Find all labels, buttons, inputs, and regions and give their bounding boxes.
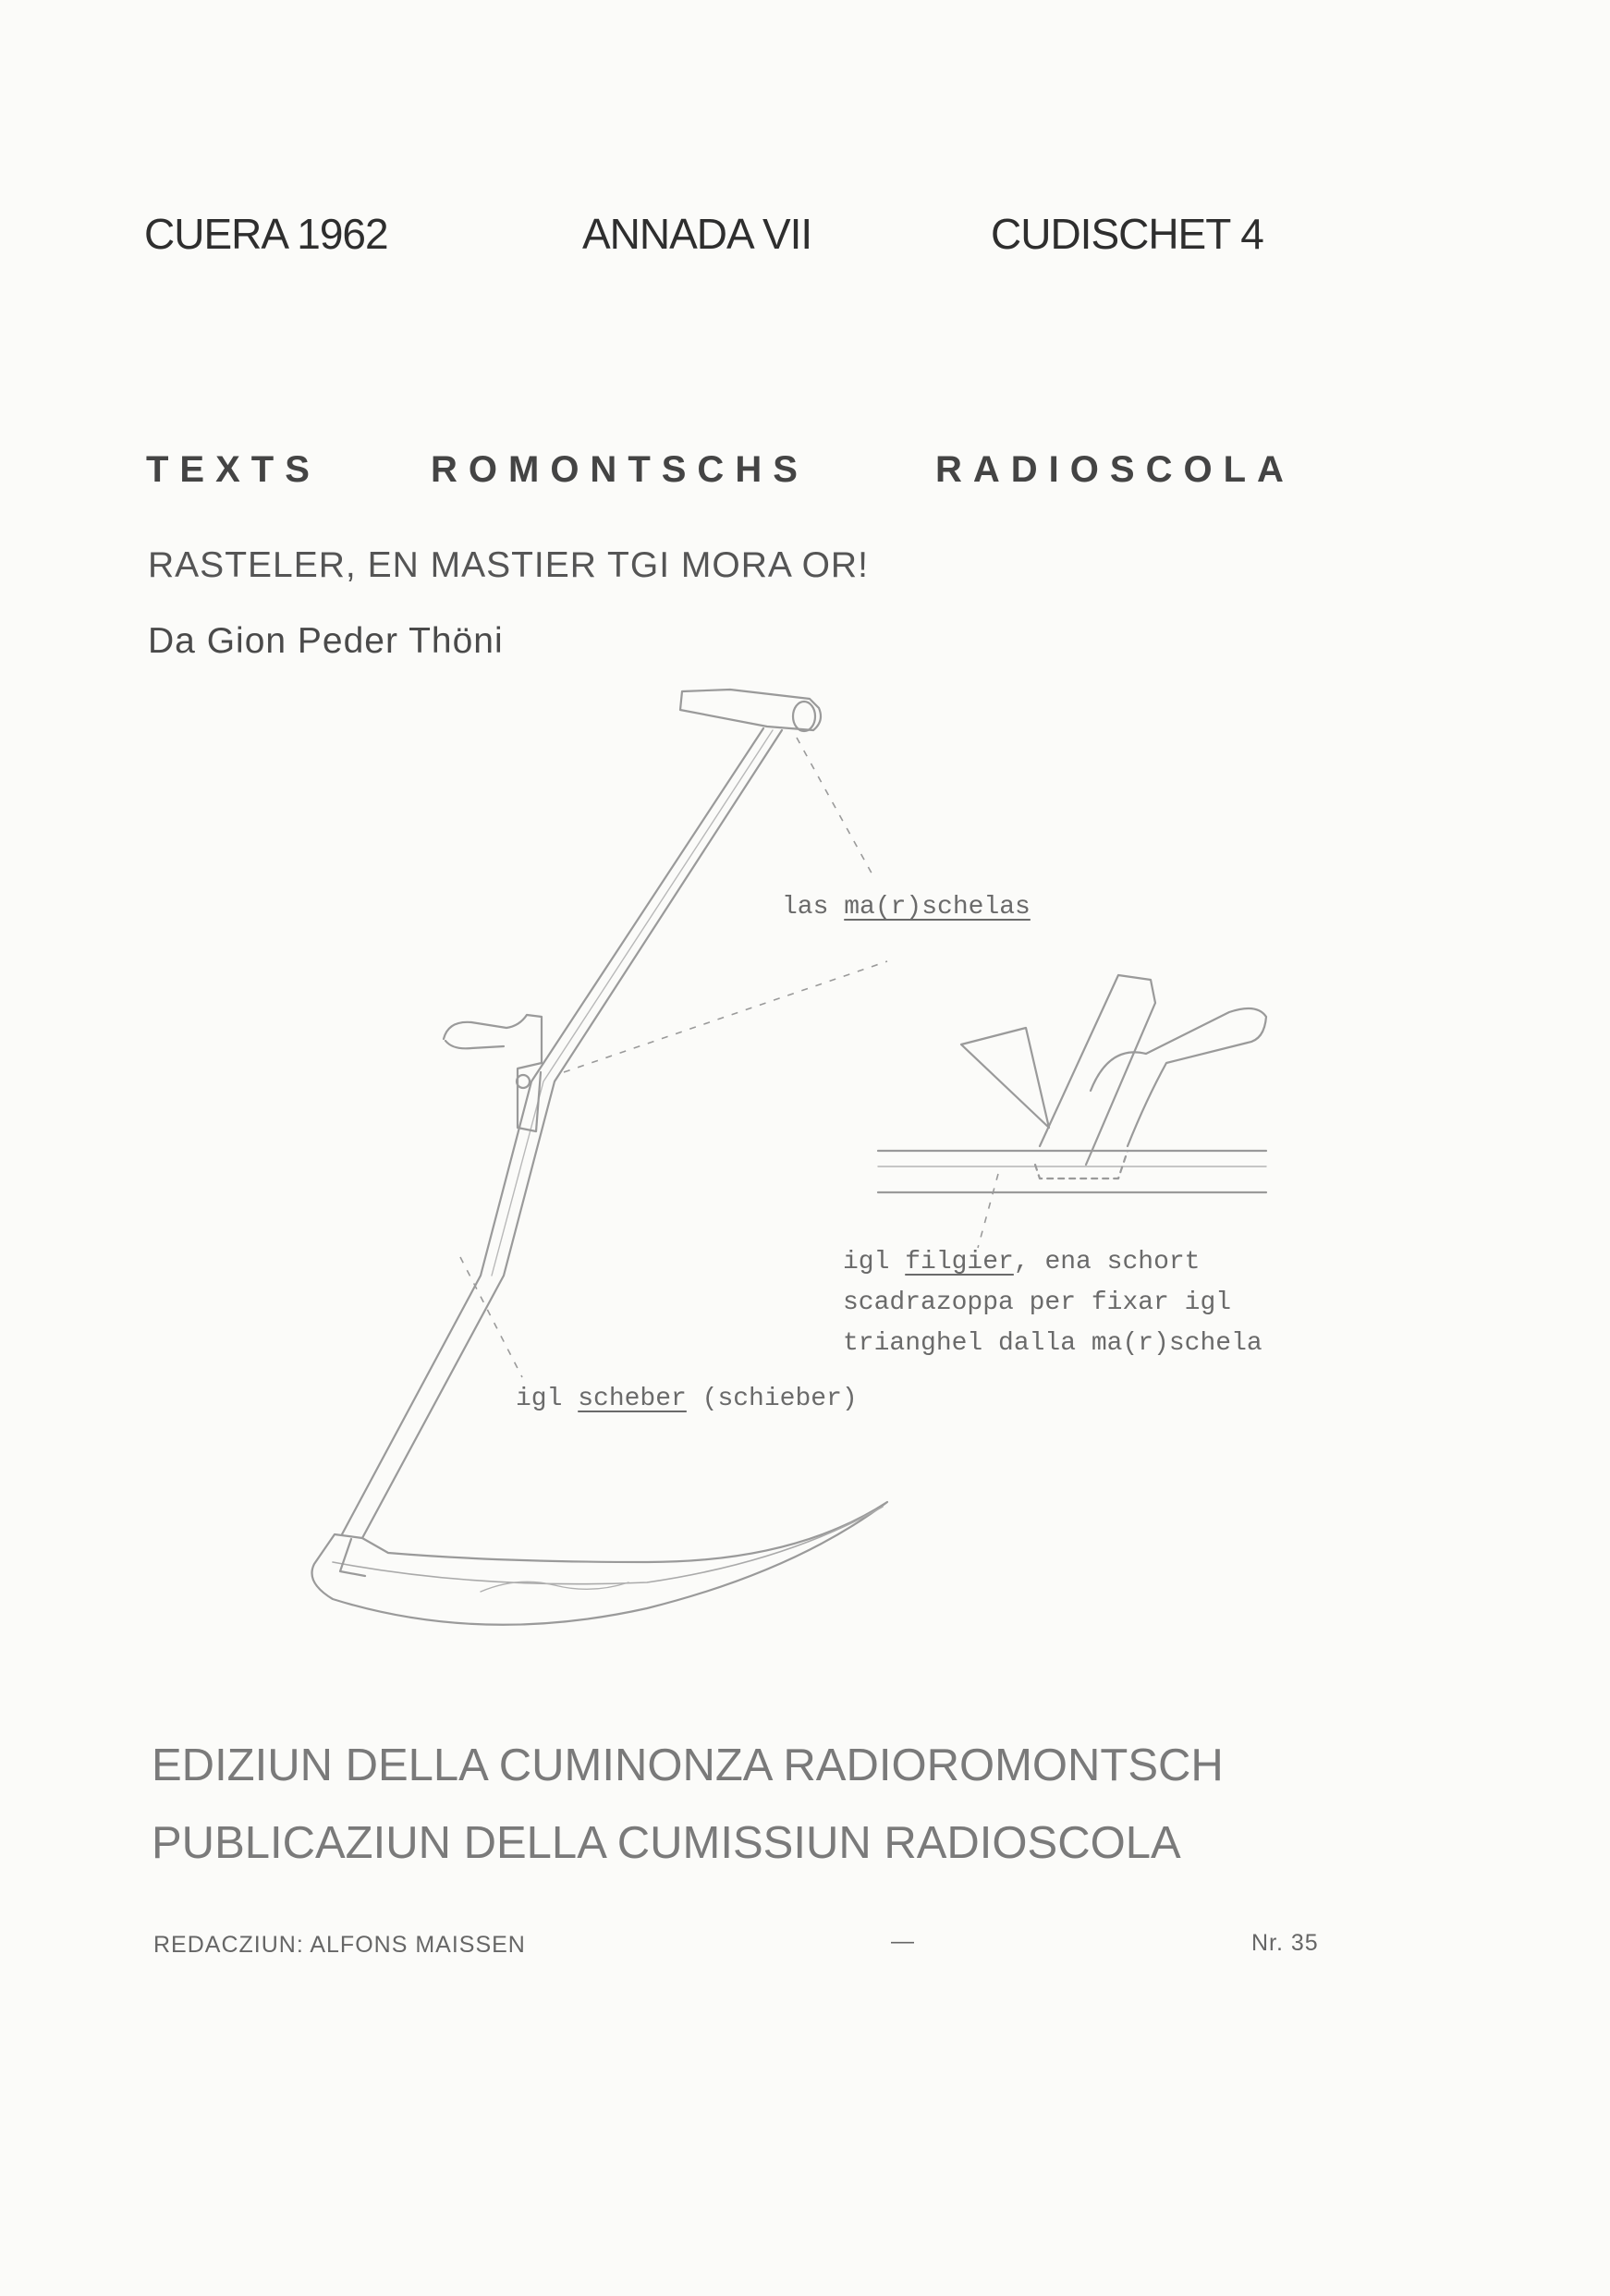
label-filgier-line2: scadrazoppa per fixar igl (843, 1288, 1232, 1317)
middle-grip (444, 1015, 542, 1131)
leader-marschelas-2 (564, 961, 887, 1072)
snath (342, 728, 763, 1534)
top-grip (680, 690, 821, 730)
label-filgier-line1 (843, 1248, 1200, 1276)
document-author: Da Gion Peder Thöni (148, 621, 504, 661)
label-filgier-suffix: , ena schort (1013, 1248, 1201, 1276)
document-title: RASTELER, EN MASTIER TGI MORA OR! (148, 545, 869, 585)
footer-redaction: REDACZIUN: ALFONS MAISSEN (153, 1932, 526, 1958)
header-place-year: CUERA 1962 (144, 210, 388, 258)
series-word-texts: TEXTS (146, 449, 321, 490)
publisher-line-1: EDIZIUN DELLA CUMINONZA RADIOROMONTSCH (152, 1740, 1224, 1790)
label-marschelas-prefix: las (782, 893, 845, 922)
inset-triangle (961, 1028, 1049, 1128)
header-cudischet: CUDISCHET 4 (991, 210, 1263, 258)
label-marschelas (782, 893, 1031, 922)
label-filgier-line3: trianghel dalla ma(r)schela (843, 1329, 1262, 1358)
header-annada: ANNADA VII (582, 210, 812, 258)
series-word-radioscola: RADIOSCOLA (935, 449, 1295, 490)
series-word-romontschs: ROMONTSCHS (431, 449, 809, 490)
footer-dash: — (891, 1928, 915, 1954)
label-scheber (516, 1385, 858, 1413)
footer-number: Nr. 35 (1251, 1930, 1319, 1956)
scythe-blade (312, 1502, 888, 1625)
leader-filgier (978, 1174, 998, 1248)
label-marschelas-term: ma(r)schelas (844, 893, 1031, 922)
label-scheber-term: scheber (578, 1385, 687, 1413)
label-filgier-term: filgier (905, 1248, 1014, 1276)
label-scheber-prefix: igl (516, 1385, 579, 1413)
label-filgier-prefix: igl (843, 1248, 906, 1276)
leader-marschelas-1 (797, 738, 874, 878)
label-scheber-suffix: (schieber) (686, 1385, 858, 1413)
publisher-line-2: PUBLICAZIUN DELLA CUMISSIUN RADIOSCOLA (152, 1818, 1181, 1868)
